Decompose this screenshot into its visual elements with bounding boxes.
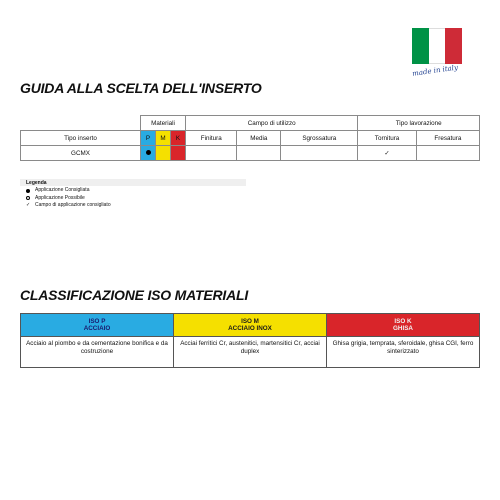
legend-item-text: Campo di applicazione consigliato xyxy=(35,202,111,208)
insert-type-cell: GCMX xyxy=(21,146,141,161)
material-m-cell xyxy=(156,146,171,161)
hollow-circle-icon xyxy=(26,196,35,200)
italian-flag-icon xyxy=(412,28,462,64)
iso-m-description: Acciai ferritici Cr, austenitici, martensitici Cr, acciai duplex xyxy=(174,337,327,368)
guide-group-header-row xyxy=(21,116,480,131)
material-m-header: M xyxy=(156,131,171,146)
filled-dot-icon xyxy=(26,189,35,193)
legend-bar xyxy=(20,179,246,186)
iso-description-row xyxy=(21,337,480,368)
usage-medium-header: Media xyxy=(237,131,281,146)
machining-turning-header: Tornitura xyxy=(358,131,416,146)
iso-header-row xyxy=(21,314,480,337)
iso-k-description: Ghisa grigia, temprata, sferoidale, ghisa CGI, ferro sinterizzato xyxy=(327,337,480,368)
legend-title: Legenda xyxy=(26,180,47,186)
iso-p-header xyxy=(21,314,174,337)
iso-m-name: ACCIAIO INOX xyxy=(228,325,272,332)
iso-m-code: ISO M xyxy=(241,318,259,325)
flag-red-band xyxy=(445,28,462,64)
iso-materials-table xyxy=(20,313,480,368)
guide-title: GUIDA ALLA SCELTA DELL'INSERTO xyxy=(20,80,262,96)
iso-k-code: ISO K xyxy=(394,318,412,325)
iso-k-name: GHISA xyxy=(393,325,413,332)
insert-guide-table xyxy=(20,115,480,161)
usage-medium-cell xyxy=(237,146,281,161)
legend-item-text: Applicazione Consigliata xyxy=(35,187,90,193)
checkmark-icon: ✓ xyxy=(26,202,31,208)
guide-blank-cell xyxy=(21,116,141,131)
machining-milling-cell xyxy=(416,146,479,161)
material-k-header: K xyxy=(171,131,186,146)
guide-data-row xyxy=(21,146,480,161)
iso-p-description: Acciaio al piombo e da cementazione bonifica e da costruzione xyxy=(21,337,174,368)
made-in-italy-tagline: made in italy xyxy=(411,63,459,78)
usage-group-header: Campo di utilizzo xyxy=(186,116,358,131)
iso-k-header xyxy=(327,314,480,337)
material-p-cell xyxy=(141,146,156,161)
legend-item xyxy=(26,187,111,195)
usage-roughing-header: Sgrossatura xyxy=(281,131,358,146)
iso-title: CLASSIFICAZIONE ISO MATERIALI xyxy=(20,287,249,303)
usage-finishing-header: Finitura xyxy=(186,131,237,146)
recommended-dot-icon xyxy=(146,150,151,155)
iso-p-name: ACCIAIO xyxy=(83,325,111,332)
legend-list xyxy=(26,187,111,210)
guide-column-header-row xyxy=(21,131,480,146)
legend-item xyxy=(26,202,111,210)
usage-roughing-cell xyxy=(281,146,358,161)
iso-p-code: ISO P xyxy=(88,318,106,325)
materials-group-header: Materiali xyxy=(141,116,186,131)
machining-turning-cell: ✓ xyxy=(358,146,416,161)
material-k-cell xyxy=(171,146,186,161)
flag-white-band xyxy=(429,28,446,64)
flag-green-band xyxy=(412,28,429,64)
material-p-header: P xyxy=(141,131,156,146)
legend-item-text: Applicazione Possibile xyxy=(35,194,85,201)
usage-finishing-cell xyxy=(186,146,237,161)
iso-m-header xyxy=(174,314,327,337)
machining-group-header: Tipo lavorazione xyxy=(358,116,480,131)
legend-item xyxy=(26,195,111,203)
machining-milling-header: Fresatura xyxy=(416,131,479,146)
insert-type-header: Tipo inserto xyxy=(21,131,141,146)
